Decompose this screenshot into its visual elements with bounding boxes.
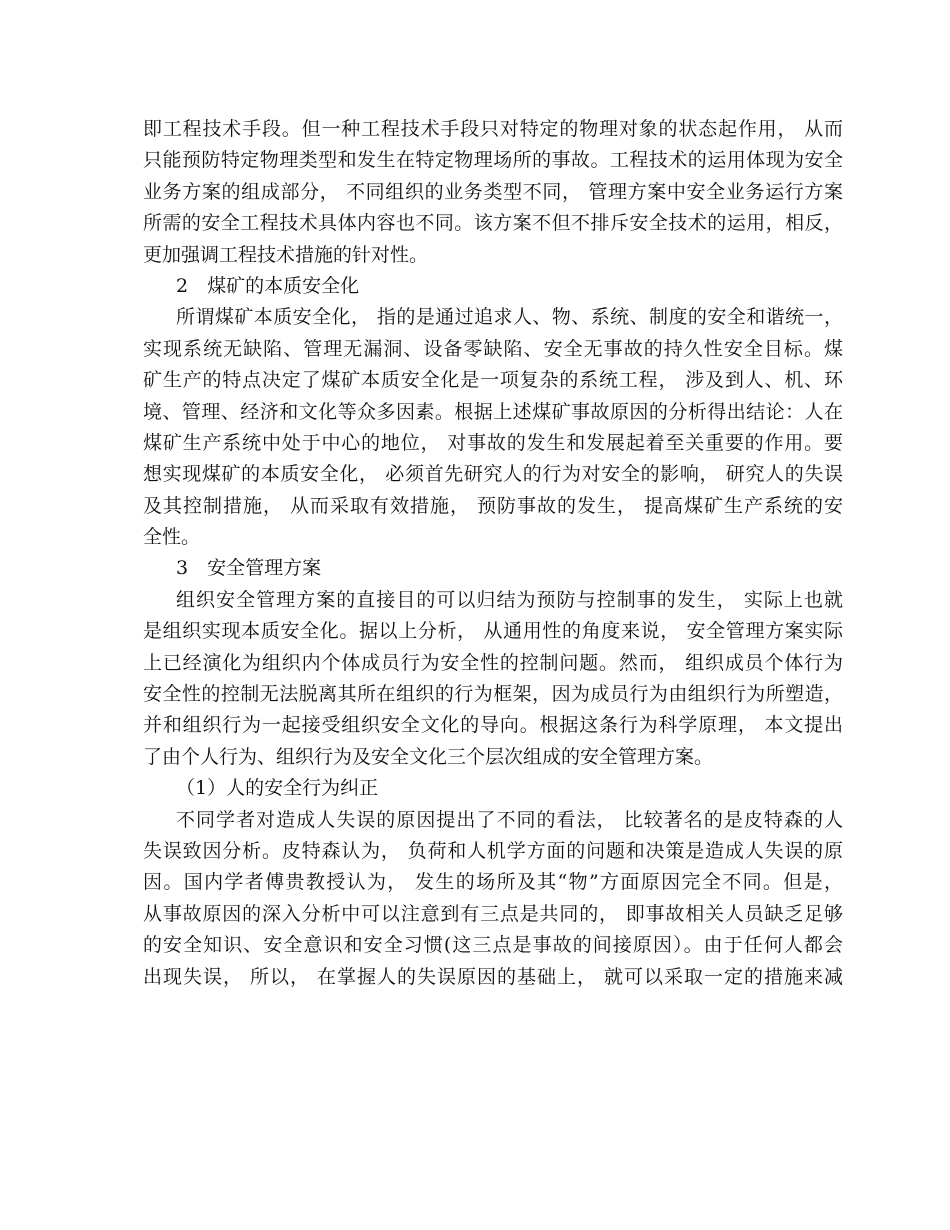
- paragraph-last-line: 更加强调工程技术措施的针对性。: [143, 243, 429, 266]
- paragraph-line: 是组织实现本质安全化。据以上分析， 从通用性的角度来说， 安全管理方案实际: [143, 620, 843, 643]
- paragraph-line: 的安全知识、安全意识和安全习惯(这三点是事故的间接原因）。由于任何人都会: [143, 934, 843, 957]
- paragraph-line: 因。国内学者傅贵教授认为， 发生的场所及其“物”方面原因完全不同。但是，: [143, 871, 843, 894]
- paragraph-line: 出现失误， 所以， 在掌握人的失误原因的基础上， 就可以采取一定的措施来减: [143, 965, 843, 988]
- paragraph-line: 境、管理、经济和文化等众多因素。根据上述煤矿事故原因的分析得出结论：人在: [143, 400, 843, 423]
- paragraph-line: 只能预防特定物理类型和发生在特定物理场所的事故。工程技术的运用体现为安全: [143, 149, 843, 172]
- paragraph-line: 安全性的控制无法脱离其所在组织的行为框架，因为成员行为由组织行为所塑造，: [143, 683, 843, 706]
- paragraph-line: 煤矿生产系统中处于中心的地位， 对事故的发生和发展起着至关重要的作用。要: [143, 431, 843, 454]
- paragraph-first-line: 组织安全管理方案的直接目的可以归结为预防与控制事的发生， 实际上也就: [176, 588, 843, 611]
- section-heading: （1）人的安全行为纠正: [176, 777, 379, 800]
- paragraph-last-line: 了由个人行为、组织行为及安全文化三个层次组成的安全管理方案。: [143, 745, 714, 768]
- paragraph-line: 及其控制措施， 从而采取有效措施， 预防事故的发生， 提高煤矿生产系统的安: [143, 494, 843, 517]
- paragraph-first-line: 所谓煤矿本质安全化， 指的是通过追求人、物、系统、制度的安全和谐统一，: [176, 306, 843, 329]
- paragraph-line: 从事故原因的深入分析中可以注意到有三点是共同的， 即事故相关人员缺乏足够: [143, 902, 843, 925]
- paragraph-line: 上已经演化为组织内个体成员行为安全性的控制问题。然而， 组织成员个体行为: [143, 651, 843, 674]
- paragraph-line: 即工程技术手段。但一种工程技术手段只对特定的物理对象的状态起作用， 从而: [143, 118, 843, 140]
- paragraph-last-line: 全性。: [143, 526, 201, 549]
- paragraph-line: 想实现煤矿的本质安全化， 必须首先研究人的行为对安全的影响， 研究人的失误: [143, 463, 843, 486]
- document-body: [143, 114, 843, 993]
- paragraph-line: 实现系统无缺陷、管理无漏洞、设备零缺陷、安全无事故的持久性安全目标。煤: [143, 337, 843, 360]
- paragraph-line: 失误致因分析。皮特森认为， 负荷和人机学方面的问题和决策是造成人失误的原: [143, 839, 843, 862]
- paragraph-line: 业务方案的组成部分， 不同组织的业务类型不同， 管理方案中安全业务运行方案: [143, 180, 843, 203]
- section-heading: 2 煤矿的本质安全化: [176, 274, 360, 297]
- paragraph-line: 矿生产的特点决定了煤矿本质安全化是一项复杂的系统工程， 涉及到人、机、环: [143, 369, 843, 392]
- paragraph-line: 所需的安全工程技术具体内容也不同。该方案不但不排斥安全技术的运用，相反，: [143, 212, 843, 235]
- paragraph-line: 并和组织行为一起接受组织安全文化的导向。根据这条行为科学原理， 本文提出: [143, 714, 843, 737]
- paragraph-first-line: 不同学者对造成人失误的原因提出了不同的看法， 比较著名的是皮特森的人: [176, 808, 843, 831]
- section-heading: 3 安全管理方案: [176, 557, 322, 580]
